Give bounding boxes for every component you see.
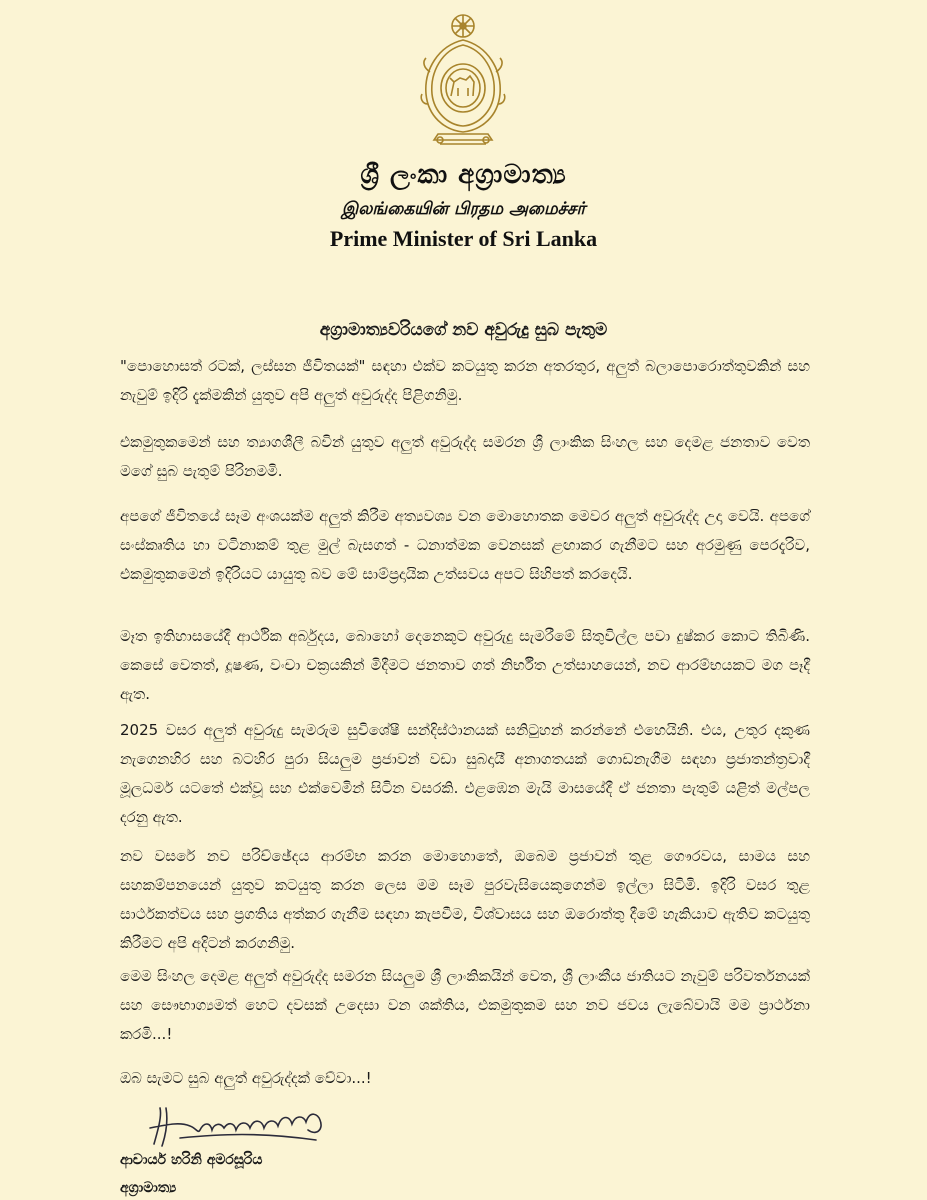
paragraph-7: මෙම සිංහල දෙමළ අලුත් අවුරුද්ද සමරන සියලුම ශ්‍රී ලාංකිකයින් වෙත, ශ්‍රී ලාංකීය ජාතියට නැවුම් පරිවර්තනයක් සහ සෞභාග්‍යමත් හෙට දවසක් උදෙසා වන ශක්තිය, එකමුතුකම සහ නව ජවය ලැබේවායි මම ප්‍රාර්ථනා කරමි...! — [120, 967, 810, 1043]
paragraph-2: එකමුතුකමෙන් සහ ත්‍යාගශීලී බවින් යුතුව අලුත් අවුරුද්ද සමරන ශ්‍රී ලාංකික සිංහල සහ දෙමළ ජනතාව වෙත මගේ සුබ පැතුම් පිරිනමමි. — [120, 433, 810, 480]
paragraph-6: නව වසරේ නව පරිච්ඡේදය ආරම්භ කරන මොහොතේ, ඔබෙම ප්‍රජාවන් තුළ ගෞරවය, සාමය සහ සහකම්පනයෙන් යුතුව කටයුතු කරන ලෙස මම සෑම පුරවැසියෙකුගෙන්ම ඉල්ලා සිටිමි. ඉදිරි වසර තුළ සාර්ථකත්වය සහ ප්‍රගතිය අත්කර ගැනීම සඳහා කැපවීම, විශ්වාසය සහ ඔරොත්තු දීමේ හැකියාව ඇතිව කටයුතු කිරීමට අපි අදිටන් කරගනිමු. — [120, 847, 810, 952]
header-english: Prime Minister of Sri Lanka — [329, 226, 598, 251]
header-tamil: இலங்கையின் பிரதம அமைச்சர் — [341, 199, 586, 219]
header-sinhala: ශ්‍රී ලංකා අග්‍රාමාත්‍ය — [360, 160, 567, 190]
national-emblem-icon — [418, 12, 508, 150]
paragraph-3: අපගේ ජීවිතයේ සෑම අංශයක්ම අලුත් කිරීම අත්‍යවශ්‍ය වන මොහොතක මෙවර අලුත් අවුරුද්ද උදා වෙයි. අපගේ සංස්කෘතිය හා වටිනාකම් තුළ මුල් බැසගත් - ධනාත්මක වෙනසක් ළඟාකර ගැනීමට සහ අරමුණු පෙරදැරිව, එකමුතුකමෙන් ඉදිරියට යායුතු බව මේ සාම්ප්‍රදායික උත්සවය අපට සිහිපත් කරදෙයි. — [120, 507, 810, 583]
paragraph-5: 2025 වසර අලුත් අවුරුදු සැමරුම සුවිශේෂී සන්දිස්ථානයක් සනිටුහන් කරන්නේ එහෙයිනි. එය, උතුර දකුණ නැගෙනහිර සහ බටහිර පුරා සියලුම ප්‍රජාවන් වඩා සුබදායී අනාගතයක් ගොඩනැගීම සඳහා ප්‍රජාතන්ත්‍රවාදී මූලධර්ම යටතේ එක්වූ සහ එක්වෙමින් සිටින වසරකි. එළඹෙන මැයි මාසයේදී ඒ ජනතා පැතුම් යළිත් මල්පල දරනු ඇත. — [120, 721, 810, 826]
closing-greeting: ඔබ සැමට සුබ අලුත් අවුරුද්දක් වේවා...! — [120, 1069, 372, 1087]
signatory-name: ආචාර්ය හරිනි අමරසූරිය — [120, 1152, 263, 1168]
letter-title: අග්‍රාමාත්‍යවරියගේ නව අවුරුදු සුබ පැතුම — [319, 320, 608, 340]
paragraph-1: "පොහොසත් රටක්, ලස්සන ජීවිතයක්" සඳහා එක්ව කටයුතු කරන අතරතුර, අලුත් බලාපොරොත්තුවකින් සහ නැවුම් ඉදිරි දැක්මකින් යුතුව අපි අලුත් අවුරුද්ද පිළිගනිමු. — [120, 357, 810, 404]
handwritten-signature-icon — [140, 1100, 340, 1160]
paragraph-4: මෑත ඉතිහාසයේදී ආර්ථික අර්බුදය, බොහෝ දෙනෙකුට අවුරුදු සැමරීමේ සිතුවිල්ල පවා දුෂ්කර කොට තිබිණි. කෙසේ වෙතත්, දූෂණ, වංචා චක්‍රයකින් මිදීමට ජනතාව ගත් නිර්භීත උත්සාහයෙන්, නව ආරම්භයකට මග පෑදී ඇත. — [120, 627, 810, 703]
signatory-title: අග්‍රාමාත්‍ය — [120, 1180, 177, 1196]
